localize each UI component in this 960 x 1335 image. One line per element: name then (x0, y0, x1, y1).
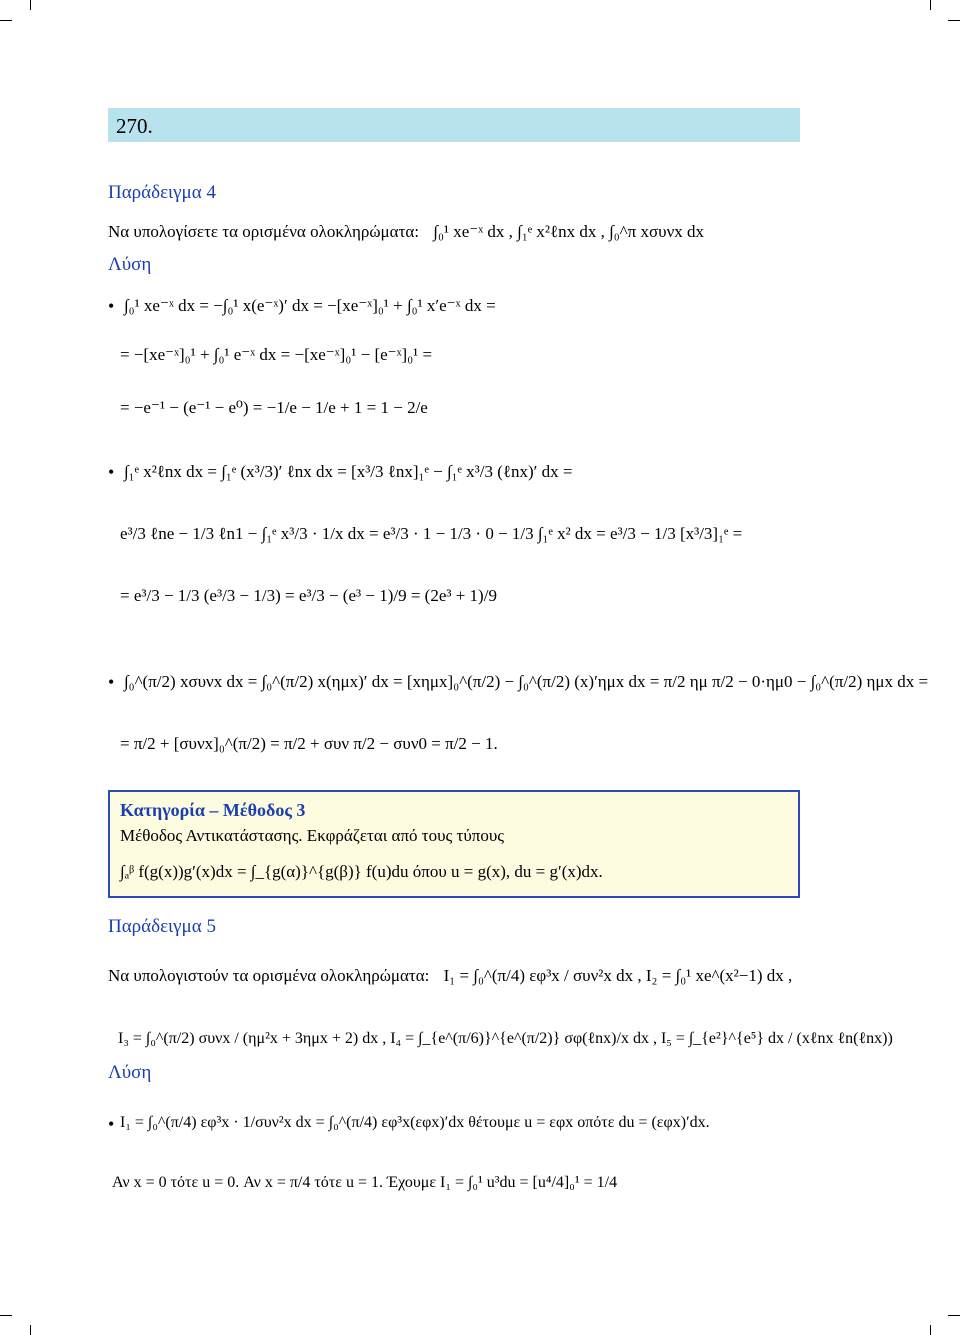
crop-mark (30, 1325, 31, 1335)
example5-integrals-i1-i2: I₁ = ∫₀^(π/4) εφ³x / συν²x dx , I₂ = ∫₀¹ xe^(x²−1) dx , (443, 966, 793, 985)
crop-mark (948, 20, 960, 21)
example5-integrals-i3-i5: I₃ = ∫₀^(π/2) συνx / (ημ²x + 3ημx + 2) dx , I₄ = ∫_{e^(π/6)}^{e^(π/2)} σφ(ℓnx)/x dx , I₅ = ∫_{e²}^{e⁵} dx / (xℓnx ℓn(ℓnx)) (118, 1030, 893, 1047)
example4-line-6: = e³/3 − 1/3 (e³/3 − 1/3) = e³/3 − (e³ − 1)/9 = (2e³ + 1)/9 (120, 586, 497, 605)
method-title: Κατηγορία – Μέθοδος 3 (120, 800, 306, 820)
example4-solution-label: Λύση (108, 254, 152, 275)
bullet-icon: • (108, 462, 115, 482)
crop-mark (30, 0, 31, 10)
bullet-icon: • (108, 672, 115, 692)
crop-mark (948, 1315, 960, 1316)
example4-task: Να υπολογίσετε τα ορισμένα ολοκληρώματα: (108, 222, 420, 241)
method-text: Μέθοδος Αντικατάστασης. Εκφράζεται από τους τύπους (120, 826, 505, 845)
bullet-icon: • (108, 296, 115, 316)
example5-line-2: Αν x = 0 τότε u = 0. Αν x = π/4 τότε u = 1. Έχουμε I₁ = ∫₀¹ u³du = [u⁴/4]₀¹ = 1/4 (112, 1174, 618, 1191)
example4-line-7: ∫₀^(π/2) xσυνx dx = ∫₀^(π/2) x(ημx)′ dx = [xημx]₀^(π/2) − ∫₀^(π/2) (x)′ημx dx = π/2 ημ π/2 − 0·ημ0 − ∫₀^(π/2) ημx dx = (124, 672, 929, 691)
crop-mark (0, 1315, 12, 1316)
crop-mark (930, 1325, 931, 1335)
example4-line-3: = −e⁻¹ − (e⁻¹ − e⁰) = −1/e − 1/e + 1 = 1 − 2/e (120, 398, 428, 417)
example4-line-5: e³/3 ℓne − 1/3 ℓn1 − ∫₁ᵉ x³/3 · 1/x dx = e³/3 · 1 − 1/3 · 0 − 1/3 ∫₁ᵉ x² dx = e³/3 − 1/3 [x³/3]₁ᵉ = (120, 524, 743, 543)
method-box (108, 790, 800, 898)
example5-heading: Παράδειγμα 5 (108, 916, 216, 937)
example4-heading: Παράδειγμα 4 (108, 182, 216, 203)
page-number-band (108, 108, 800, 142)
example4-line-4: ∫₁ᵉ x²ℓnx dx = ∫₁ᵉ (x³/3)′ ℓnx dx = [x³/3 ℓnx]₁ᵉ − ∫₁ᵉ x³/3 (ℓnx)′ dx = (124, 462, 573, 481)
example4-line-1: ∫₀¹ xe⁻ˣ dx = −∫₀¹ x(e⁻ˣ)′ dx = −[xe⁻ˣ]₀¹ + ∫₀¹ x′e⁻ˣ dx = (124, 296, 496, 315)
crop-mark (930, 0, 931, 10)
example4-integrals: ∫₀¹ xe⁻ˣ dx , ∫₁ᵉ x²ℓnx dx , ∫₀^π xσυνx dx (433, 222, 705, 241)
crop-mark (0, 20, 12, 21)
method-formula: ∫ₐᵝ f(g(x))g′(x)dx = ∫_{g(α)}^{g(β)} f(u)du όπου u = g(x), du = g′(x)dx. (120, 862, 603, 881)
example5-line-1: I₁ = ∫₀^(π/4) εφ³x · 1/συν²x dx = ∫₀^(π/4) εφ³x(εφx)′dx θέτουμε u = εφx οπότε du = (εφx)′dx. (120, 1114, 710, 1131)
example5-solution-label: Λύση (108, 1062, 152, 1083)
page-number: 270. (116, 114, 153, 138)
example4-line-8: = π/2 + [συνx]₀^(π/2) = π/2 + συν π/2 − συν0 = π/2 − 1. (120, 734, 498, 753)
example5-task: Να υπολογιστούν τα ορισμένα ολοκληρώματα: (108, 966, 430, 985)
bullet-icon: • (108, 1114, 115, 1134)
example4-line-2: = −[xe⁻ˣ]₀¹ + ∫₀¹ e⁻ˣ dx = −[xe⁻ˣ]₀¹ − [e⁻ˣ]₀¹ = (120, 345, 433, 364)
